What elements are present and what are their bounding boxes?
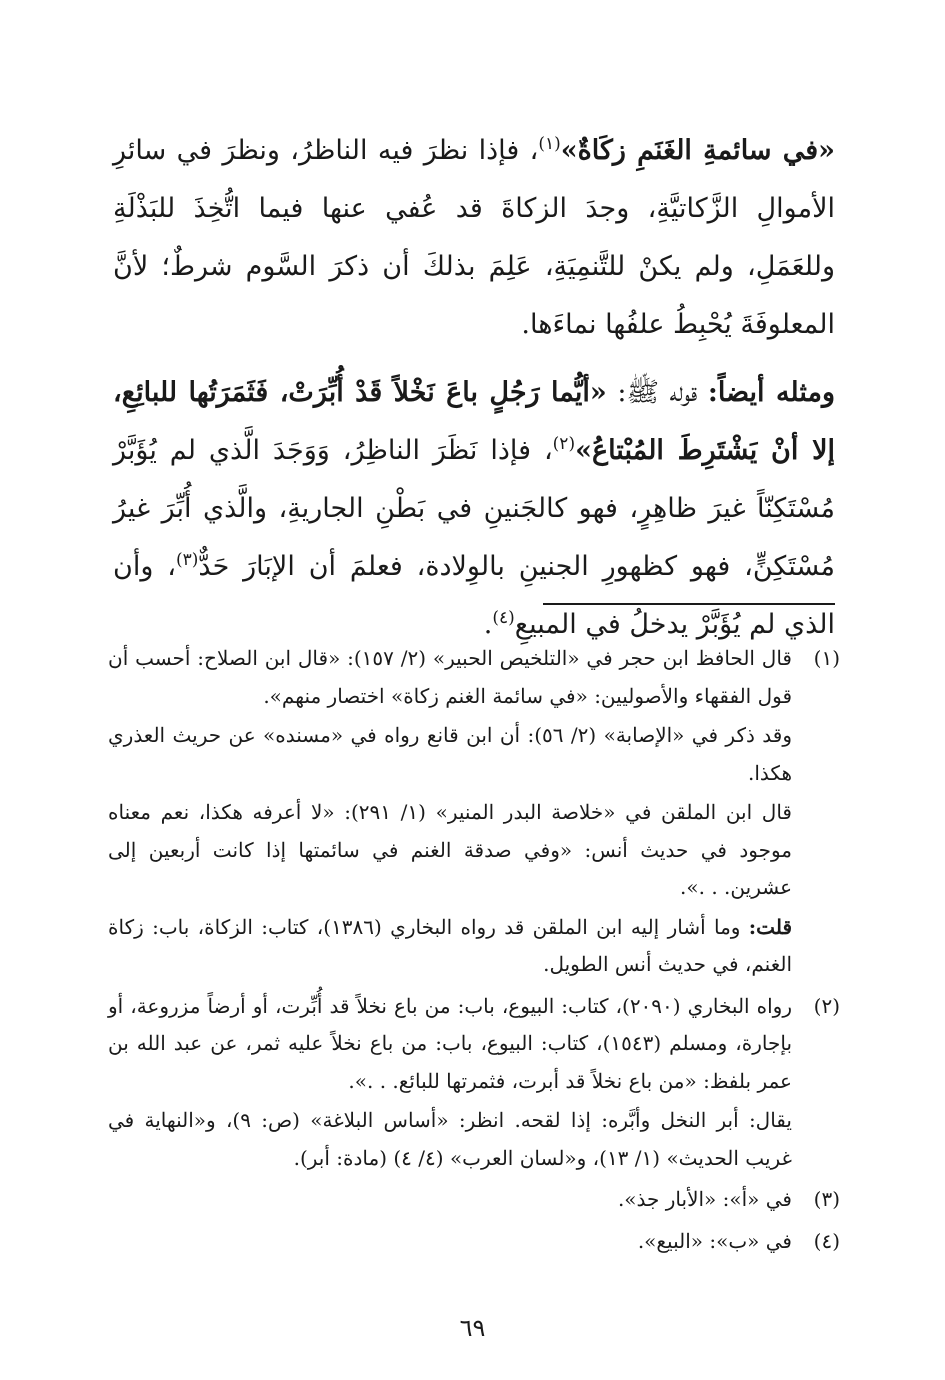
- footnote-body: [108, 1223, 792, 1261]
- footnote-number: (٢): [813, 993, 840, 1018]
- footnote-paragraph: في «ب»: «البيع».: [637, 1228, 792, 1253]
- paragraph-2: [113, 364, 835, 654]
- paragraph-text: قوله ﷺ:: [606, 377, 708, 408]
- hadith-quote: «في سائمةِ الغَنَمِ زكَاةٌ»: [560, 135, 835, 166]
- footnote-paragraph: قال الحافظ ابن حجر في «التلخيص الحبير» (٢/ ١٥٧): «قال ابن الصلاح: أحسب أن قول الفقهاء والأصوليين: «في سائمة الغنم زكاة» اختصار منهم».: [108, 646, 792, 708]
- footnote-paragraph: قال ابن الملقن في «خلاصة البدر المنير» (١/ ٢٩١): «لا أعرفه هكذا، نعم معناه موجود في حديث أنس: «وفي صدقة الغنم في سائمتها إذا كانت أربعين إلى عشرين. . .».: [108, 800, 792, 899]
- footnote-divider: [543, 603, 835, 605]
- hadith-quote: «أيُّما رَجُلٍ باعَ نَخْلاً قَدْ أُبِّرَتْ، فَثَمَرَتُها للبائِعِ، إلا أنْ يَشْتَرِطَ المُبْتاعُ»: [113, 377, 835, 466]
- paragraph-1: [113, 122, 835, 354]
- footnote-number: (١): [813, 646, 840, 670]
- footnotes: [108, 640, 840, 1260]
- footnote-ref-4[interactable]: (٤): [492, 608, 515, 628]
- footnote-paragraph: وقد ذكر في «الإصابة» (٢/ ٥٦): أن ابن قانع رواه في «مسنده» عن حريث العذري هكذا.: [108, 723, 792, 785]
- footnote-2: [108, 988, 840, 1178]
- footnote-1: [108, 640, 840, 984]
- paragraph-text: .: [483, 609, 493, 640]
- footnote-ref-3[interactable]: (٣): [175, 550, 199, 570]
- footnote-ref-1[interactable]: (١): [538, 134, 561, 154]
- footnote-4: [108, 1223, 840, 1261]
- footnote-body: [108, 1181, 792, 1219]
- footnote-ref-2[interactable]: (٢): [552, 434, 576, 454]
- footnote-number: (٣): [813, 1187, 840, 1211]
- footnote-paragraph: قلت: وما أشار إليه ابن الملقن قد رواه البخاري (١٣٨٦)، كتاب: الزكاة، باب: زكاة الغنم، في حديث أنس الطويل.: [108, 914, 792, 976]
- footnote-paragraph: يقال: أبر النخل وأبَّره: إذا لقحه. انظر: «أساس البلاغة» (ص: ٩)، و«النهاية في غريب الحديث» (١/ ١٣)، و«لسان العرب» (٤/ ٤) (مادة: أبر).: [108, 1108, 792, 1170]
- footnote-3: [108, 1181, 840, 1219]
- footnote-body: [108, 640, 792, 984]
- footnote-paragraph: في «أ»: «الأبار جذ».: [617, 1187, 792, 1211]
- footnote-body: [108, 988, 792, 1178]
- page-number: ٦٩: [459, 1314, 486, 1342]
- footnote-paragraph: رواه البخاري (٢٠٩٠)، كتاب: البيوع، باب: من باع نخلاً قد أُبِّرت، أو أرضاً مزروعة، أو بإجارة، ومسلم (١٥٤٣)، كتاب: البيوع، باب: من باع نخلاً عليه ثمر، عن عبد الله بن عمر بلفظ: «من باع نخلاً قد أبرت، فثمرتها للبائع. . .».: [108, 993, 793, 1093]
- paragraph-lead: ومثله أيضاً:: [707, 377, 836, 408]
- footnote-lead: قلت:: [748, 914, 792, 939]
- paragraph-text: ، فإذا نَظَرَ الناظِرُ، وَوَجَدَ الَّذي لم يُؤَبَّرْ مُسْتَكِنّاً غيرَ ظاهِرٍ، فهو كالجَنينِ في بَطْنِ الجاريةِ، والَّذي أُبِّرَ غيرُ مُسْتَكِنٍّ، فهو كظهورِ الجنينِ بالوِلادة، فعلمَ أن الإبَارَ حَدٌّ: [113, 435, 835, 582]
- paragraph-text: ، وأن الذي لم يُؤَبَّرْ يدخلُ في المبيعِ: [113, 551, 835, 640]
- paragraph-text: ، فإذا نظرَ فيه الناظرُ، ونظرَ في سائرِ الأموالِ الزَّكاتيَّةِ، وجدَ الزكاةَ قد عُفي عنها فيما اتُّخِذَ للبَذْلَةِ وللعَمَلِ، ولم يكنْ للتَّنمِيَةِ، عَلِمَ بذلكَ أن ذكرَ السَّوم شرطٌ؛ لأنَّ المعلوفَةَ يُحْبِطُ علفُها نماءَها.: [113, 135, 835, 340]
- footnote-number: (٤): [813, 1228, 840, 1253]
- main-text: [113, 122, 835, 654]
